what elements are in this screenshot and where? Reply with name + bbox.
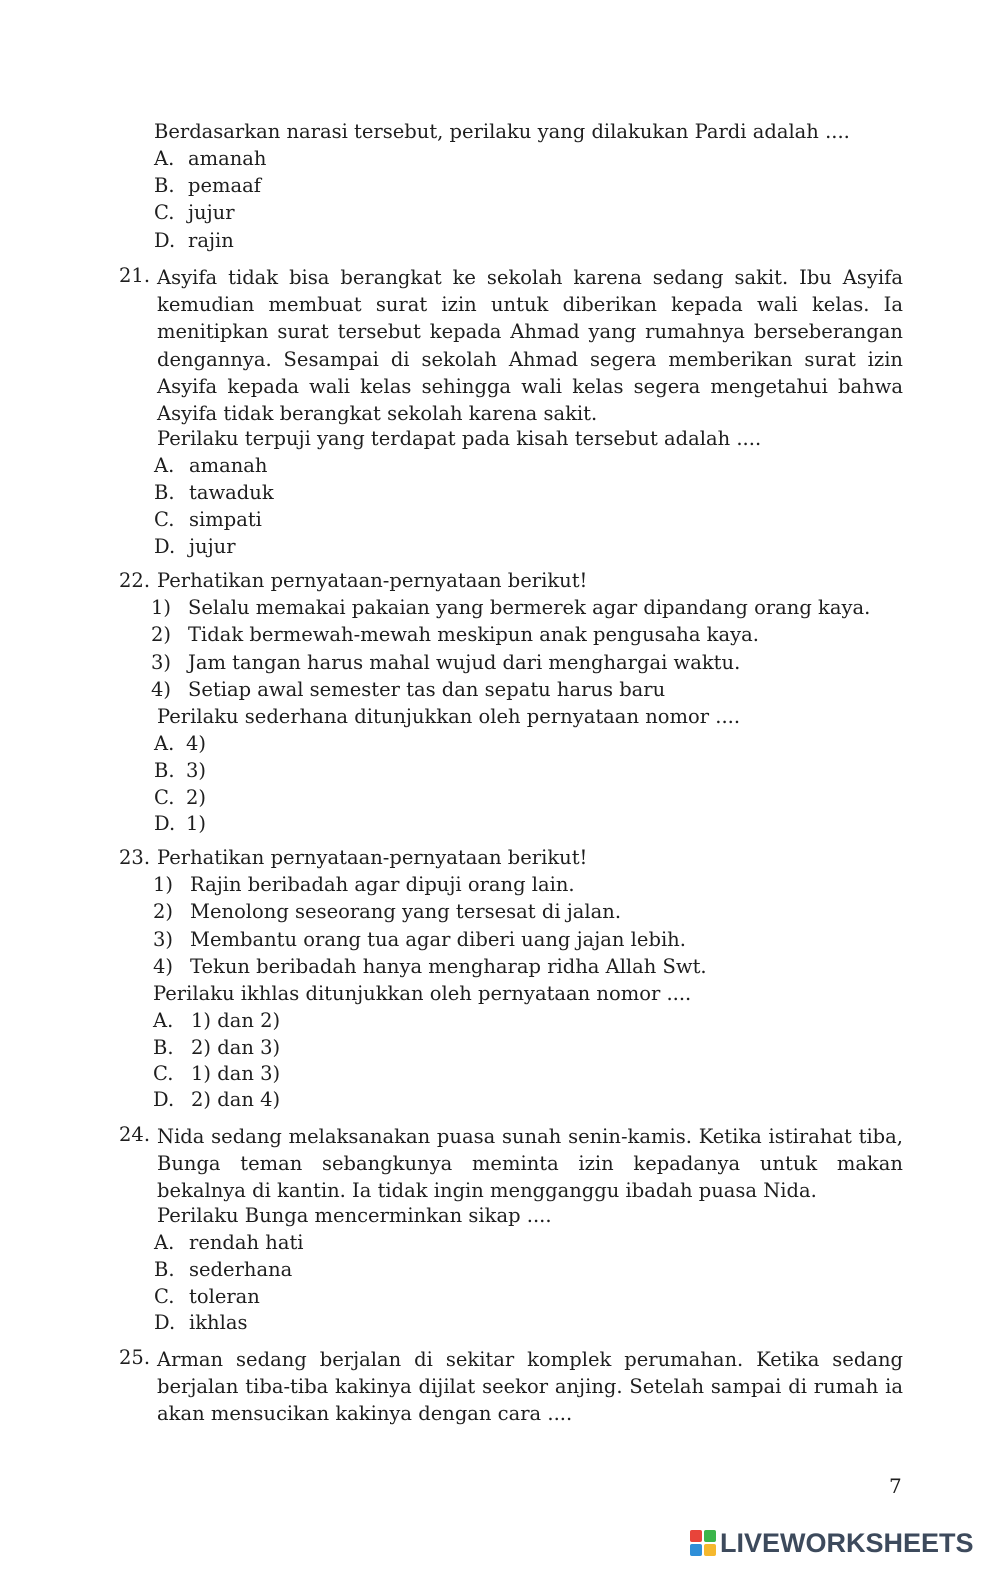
option-letter: D. — [154, 535, 176, 558]
question-number: 24. — [119, 1123, 151, 1146]
statement-number: 4) — [151, 678, 172, 701]
question-number: 23. — [119, 846, 151, 869]
option-letter: C. — [154, 508, 175, 531]
option-text: toleran — [189, 1285, 260, 1308]
option-text: jujur — [188, 201, 235, 224]
option-text: ikhlas — [189, 1311, 248, 1334]
page-number: 7 — [889, 1474, 902, 1498]
option-letter: D. — [154, 229, 176, 252]
question-intro: Perhatikan pernyataan-pernyataan berikut! — [157, 569, 588, 592]
option-text: 2) — [186, 786, 207, 809]
option-text: sederhana — [189, 1258, 293, 1281]
statement-number: 2) — [151, 623, 172, 646]
option-text: 2) dan 4) — [191, 1088, 281, 1111]
statement-number: 2) — [153, 900, 174, 923]
statement-number: 1) — [153, 873, 174, 896]
question-passage: Arman sedang berjalan di sekitar komplek perumahan. Ketika sedang berjalan tiba-tiba kakinya dijilat seekor anjing. Setelah sampai di rumah ia akan mensucikan kakinya dengan cara .... — [157, 1348, 903, 1426]
statement-text: Menolong seseorang yang tersesat di jalan. — [190, 900, 622, 923]
option-letter: C. — [154, 201, 175, 224]
liveworksheets-logo-icon — [690, 1530, 716, 1556]
option-letter: A. — [154, 732, 175, 755]
statement-text: Jam tangan harus mahal wujud dari menghargai waktu. — [188, 651, 741, 674]
statement-number: 1) — [151, 596, 172, 619]
option-text: 1) dan 2) — [191, 1009, 281, 1032]
option-letter: A. — [154, 454, 175, 477]
option-letter: B. — [154, 174, 175, 197]
option-text: 1) — [186, 812, 207, 835]
question-stem: Perilaku terpuji yang terdapat pada kisah tersebut adalah .... — [157, 427, 762, 450]
statement-number: 3) — [151, 651, 172, 674]
option-letter: D. — [154, 812, 176, 835]
option-text: amanah — [188, 147, 267, 170]
option-text: jujur — [189, 535, 236, 558]
question-passage: Nida sedang melaksanakan puasa sunah senin-kamis. Ketika istirahat tiba, Bunga teman sebangkunya meminta izin kepadanya untuk makan bekalnya di kantin. Ia tidak ingin mengganggu ibadah puasa Nida. — [157, 1125, 903, 1203]
watermark-text: LIVEWORKSHEETS — [720, 1527, 974, 1558]
question-stem: Berdasarkan narasi tersebut, perilaku yang dilakukan Pardi adalah .... — [154, 120, 850, 143]
option-text: rajin — [188, 229, 234, 252]
statement-number: 4) — [153, 955, 174, 978]
option-letter: C. — [153, 1062, 174, 1085]
option-text: amanah — [189, 454, 268, 477]
option-text: 2) dan 3) — [191, 1036, 281, 1059]
option-letter: B. — [153, 1036, 174, 1059]
option-letter: B. — [154, 759, 175, 782]
option-letter: B. — [154, 481, 175, 504]
option-text: 1) dan 3) — [191, 1062, 281, 1085]
question-stem: Perilaku sederhana ditunjukkan oleh pernyataan nomor .... — [157, 705, 741, 728]
question-stem: Perilaku ikhlas ditunjukkan oleh pernyataan nomor .... — [153, 982, 692, 1005]
option-letter: B. — [154, 1258, 175, 1281]
statement-text: Setiap awal semester tas dan sepatu harus baru — [188, 678, 666, 701]
question-number: 22. — [119, 569, 151, 592]
option-letter: A. — [153, 1009, 174, 1032]
option-letter: D. — [154, 1311, 176, 1334]
option-text: simpati — [189, 508, 262, 531]
option-letter: C. — [154, 786, 175, 809]
option-text: rendah hati — [189, 1231, 304, 1254]
question-intro: Perhatikan pernyataan-pernyataan berikut! — [157, 846, 588, 869]
question-passage: Asyifa tidak bisa berangkat ke sekolah karena sedang sakit. Ibu Asyifa kemudian membuat surat izin untuk diberikan kepada wali kelas. Ia menitipkan surat tersebut kepada Ahmad yang rumahnya berseberangan dengannya. Sesampai di sekolah Ahmad segera memberikan surat izin Asyifa kepada wali kelas sehingga wali kelas segera mengetahui bahwa Asyifa tidak berangkat sekolah karena sakit. — [157, 266, 903, 426]
statement-text: Rajin beribadah agar dipuji orang lain. — [190, 873, 575, 896]
liveworksheets-watermark — [690, 1525, 974, 1561]
option-text: tawaduk — [189, 481, 274, 504]
option-letter: D. — [153, 1088, 175, 1111]
option-letter: A. — [154, 147, 175, 170]
statement-text: Tidak bermewah-mewah meskipun anak pengusaha kaya. — [188, 623, 759, 646]
statement-text: Tekun beribadah hanya mengharap ridha Allah Swt. — [190, 955, 707, 978]
statement-text: Selalu memakai pakaian yang bermerek agar dipandang orang kaya. — [188, 596, 871, 619]
option-text: 3) — [186, 759, 207, 782]
option-text: 4) — [186, 732, 207, 755]
option-letter: C. — [154, 1285, 175, 1308]
statement-text: Membantu orang tua agar diberi uang jajan lebih. — [190, 928, 686, 951]
question-stem: Perilaku Bunga mencerminkan sikap .... — [157, 1204, 552, 1227]
statement-number: 3) — [153, 928, 174, 951]
question-number: 21. — [119, 264, 151, 287]
option-letter: A. — [154, 1231, 175, 1254]
option-text: pemaaf — [188, 174, 261, 197]
question-number: 25. — [119, 1346, 151, 1369]
